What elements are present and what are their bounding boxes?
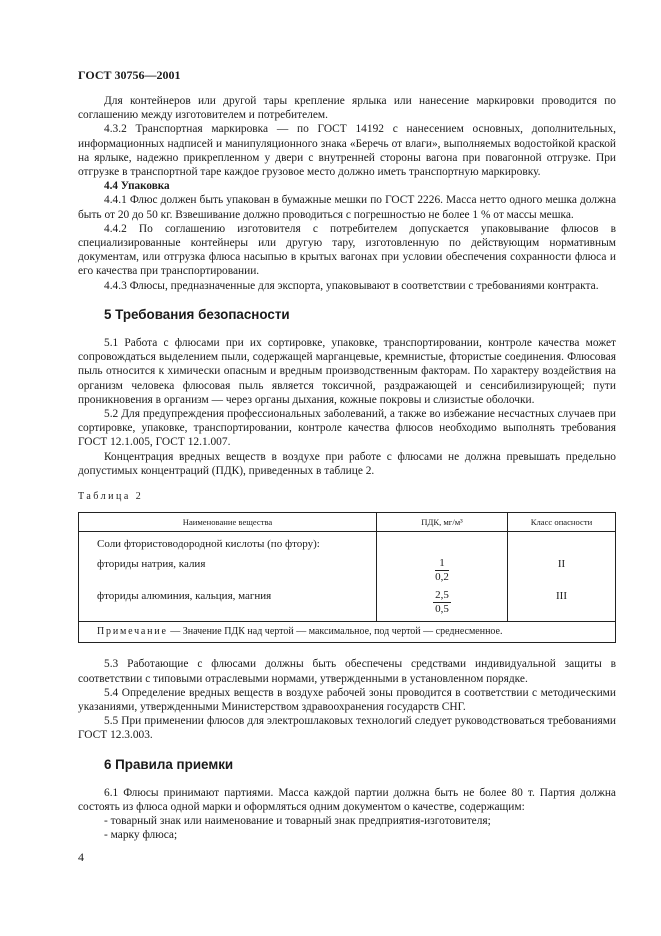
paragraph-4-3-2: 4.3.2 Транспортная маркировка — по ГОСТ 14192 с нанесением основных, дополнительных, информационных надписей и манипуляционного знака «Беречь от влаги», выполняемых водостойкой краской на ярлыке, надежно прикрепленном у двери с внутренней стороны вагона при повагонной отгрузке. При отгрузке в транспортной таре каждое грузовое место должно иметь транспортную маркировку. xyxy=(78,123,616,179)
col-header-hazard-class: Класс опасности xyxy=(508,513,616,532)
list-item: - товарный знак или наименование и товарный знак предприятия-изготовителя; xyxy=(104,815,491,828)
subsection-4-4-heading: 4.4 Упаковка xyxy=(104,180,170,193)
paragraph-4-4-3: 4.4.3 Флюсы, предназначенные для экспорта, упаковывают в соответствии с требованиями контракта. xyxy=(104,279,599,292)
paragraph-5-1: 5.1 Работа с флюсами при их сортировке, упаковке, транспортировании, контроле качества может сопровождаться выделением пыли, содержащей марганцевые, кремнистые, фтористые соединения. Флюсовая пыль относится к химически опасным и вредным производственным факторам. По характеру воздействия на организм человека флюсовая пыль является токсичной, раздражающей и сенсибилизирующей; пути проникновения в организм — через органы дыхания, кожные покровы и слизистые оболочки. xyxy=(78,337,616,406)
paragraph-5-2: 5.2 Для предупреждения профессиональных заболеваний, а также во избежание несчастных случаев при сортировке, упаковке, транспортировании, контроле качества флюсов необходимо выполнять требования ГОСТ 12.1.005, ГОСТ 12.1.007. xyxy=(78,408,616,449)
pdk-avg: 0,5 xyxy=(435,602,449,615)
hazard-class: II xyxy=(508,553,616,585)
table-note-row xyxy=(79,622,616,643)
table-row xyxy=(79,585,616,622)
col-header-substance: Наименование вещества xyxy=(79,513,377,532)
table-caption: Таблица 2 xyxy=(78,491,144,503)
pdk-value xyxy=(377,585,508,622)
pdk-avg: 0,2 xyxy=(435,570,449,583)
table-row xyxy=(79,553,616,585)
group-label: Соли фтористоводородной кислоты (по фтору): xyxy=(79,532,377,553)
page-number: 4 xyxy=(78,850,84,864)
substance-name: фториды натрия, калия xyxy=(79,553,377,585)
substance-name: фториды алюминия, кальция, магния xyxy=(79,585,377,622)
pdk-value xyxy=(377,553,508,585)
note-label: Примечание xyxy=(97,626,168,638)
document-header: ГОСТ 30756—2001 xyxy=(78,68,181,82)
paragraph-5-5: 5.5 При применении флюсов для электрошлаковых технологий следует руководствоваться требованиями ГОСТ 12.3.003. xyxy=(78,715,616,742)
table-group-row xyxy=(79,532,616,553)
section-5-heading: 5 Требования безопасности xyxy=(104,306,290,322)
page-content xyxy=(78,94,616,843)
paragraph-label-marking: Для контейнеров или другой тары крепление ярлыка или нанесение маркировки проводится по соглашению между изготовителем и потребителем. xyxy=(78,95,616,122)
list-item: - марку флюса; xyxy=(104,829,178,842)
paragraph-5-4: 5.4 Определение вредных веществ в воздухе рабочей зоны проводится в соответствии с методическими указаниями, утвержденными Министерством здравоохранения государств СНГ. xyxy=(78,686,616,713)
table-note xyxy=(79,622,616,643)
paragraph-6-1: 6.1 Флюсы принимают партиями. Масса каждой партии должна быть не более 80 т. Партия должна состоять из флюса одной марки и оформляться одним документом о качестве, содержащим: xyxy=(78,786,616,813)
paragraph-4-4-1: 4.4.1 Флюс должен быть упакован в бумажные мешки по ГОСТ 2226. Масса нетто одного мешка должна быть от 20 до 50 кг. Взвешивание должно проводиться с погрешностью не более 1 % от массы мешка. xyxy=(78,194,616,221)
hazard-class: III xyxy=(508,585,616,622)
pdk-max: 1 xyxy=(435,557,449,571)
pdk-max: 2,5 xyxy=(435,588,449,601)
paragraph-5-3: 5.3 Работающие с флюсами должны быть обеспечены средствами индивидуальной защиты в соответствии с типовыми отраслевыми нормами, утвержденными в установленном порядке. xyxy=(78,658,616,685)
pdk-table xyxy=(78,512,616,643)
col-header-pdk: ПДК, мг/м³ xyxy=(377,513,508,532)
note-text: — Значение ПДК над чертой — максимальное, под чертой — среднесменное. xyxy=(167,626,503,638)
table-header-row xyxy=(79,513,616,532)
paragraph-4-4-2: 4.4.2 По соглашению изготовителя с потребителем допускается упаковывание флюсов в специализированные контейнеры или другую тару, изготовленную по действующим нормативным документам, или отгрузка флюса насыпью в крытых вагонах при условии обеспечения сохранности флюса и его качества при транспортировании. xyxy=(78,222,616,278)
section-6-heading: 6 Правила приемки xyxy=(104,756,234,772)
paragraph-5-2-concentration: Концентрация вредных веществ в воздухе при работе с флюсами не должна превышать предельно допустимых концентраций (ПДК), приведенных в таблице 2. xyxy=(78,450,616,477)
